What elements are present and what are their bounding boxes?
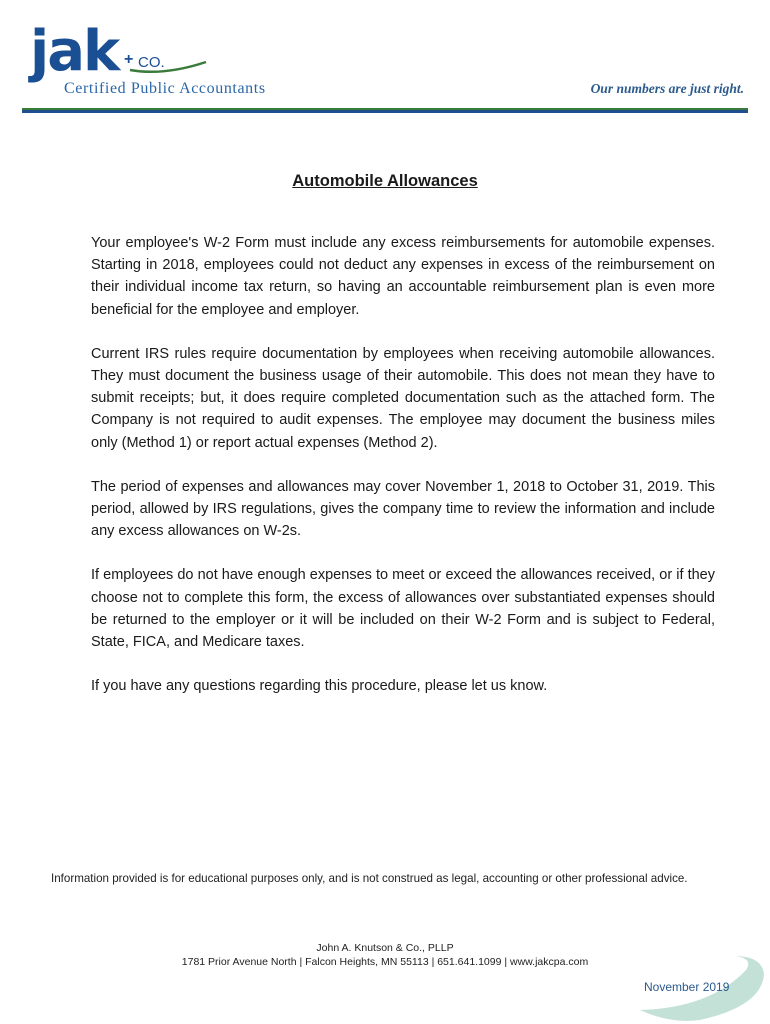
tagline: Our numbers are just right.: [590, 81, 744, 96]
paragraph: If you have any questions regarding this procedure, please let us know.: [91, 678, 548, 695]
logo-plus-sign: +: [124, 51, 134, 68]
header-divider: [22, 108, 748, 113]
paragraph: If employees do not have enough expenses to meet or exceed the allowances received, or if they choose not to complete this form, the excess of allowances over substantiated expenses should be returned to the employer or it will be included on their W-2 Form and is subject to Federal, State, FICA, and Medicare taxes.: [91, 567, 715, 651]
paragraph: The period of expenses and allowances may cover November 1, 2018 to October 31, 2019. This period, allowed by IRS regulations, gives the company time to review the information and include any excess allowances on W-2s.: [91, 478, 715, 540]
logo-swoosh-icon: [124, 52, 210, 74]
company-logo: [30, 19, 270, 100]
logo-wordmark: jak: [30, 19, 119, 84]
paragraph: Your employee's W-2 Form must include any excess reimbursements for automobile expenses. Starting in 2018, employees could not deduct any expenses in excess of the reimbursement on their individual income tax return, so having an accountable reimbursement plan is even more beneficial for the employee and employer.: [91, 235, 715, 318]
footer-company-name: John A. Knutson & Co., PLLP: [316, 942, 454, 954]
logo-co-mark: [124, 52, 210, 74]
divider-blue-line: [22, 110, 748, 113]
disclaimer-text: Information provided is for educational purposes only, and is not construed as legal, accounting or other professional advice.: [51, 872, 688, 885]
document-title: Automobile Allowances: [292, 172, 478, 190]
footer-date: November 2019: [644, 980, 730, 994]
paragraph: Current IRS rules require documentation by employees when receiving automobile allowances. They must document the business usage of their automobile. This does not mean they have to submit receipts; but, it does require completed documentation such as the attached form. The Company is not required to audit expenses. The employee may document the business miles only (Method 1) or report actual expenses (Method 2).: [91, 345, 715, 451]
document-body: [91, 232, 715, 719]
footer-address: 1781 Prior Avenue North | Falcon Heights, MN 55113 | 651.641.1099 | www.jakcpa.com: [181, 956, 589, 968]
logo-co-text: CO.: [138, 54, 165, 71]
logo-subtitle: Certified Public Accountants: [64, 80, 266, 97]
